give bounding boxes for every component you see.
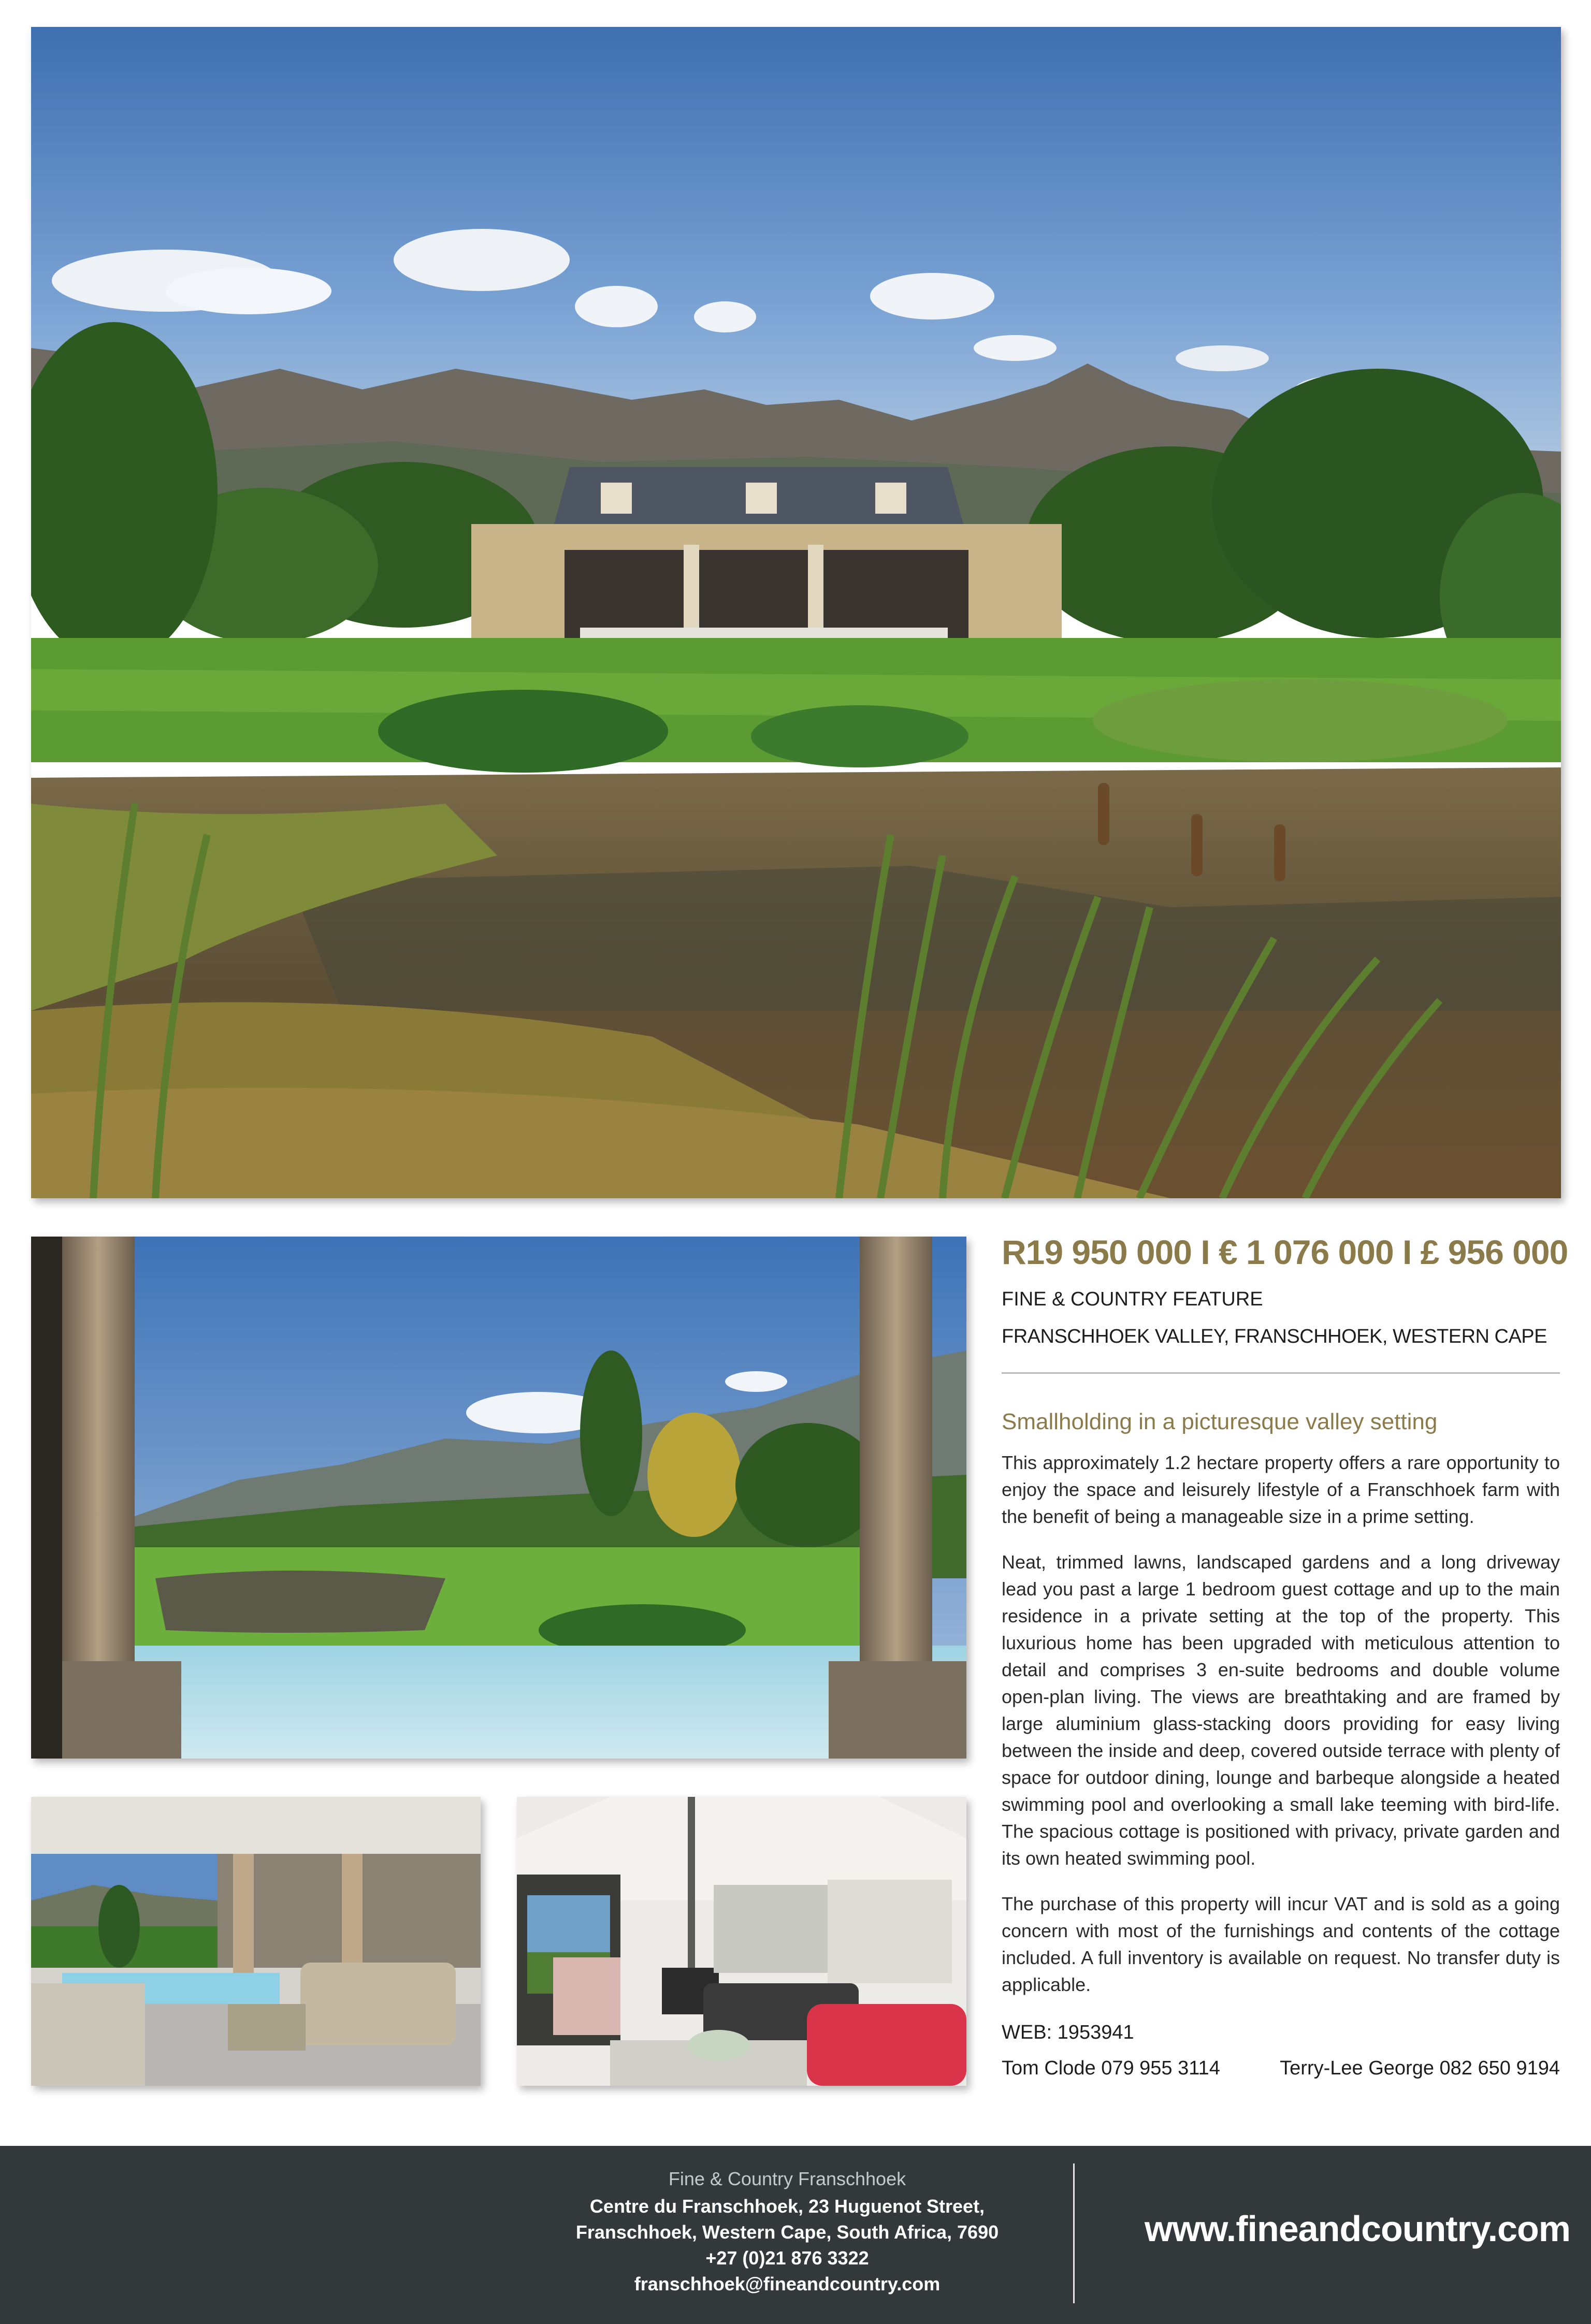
footer-divider bbox=[1073, 2163, 1075, 2303]
location-label: FRANSCHHOEK VALLEY, FRANSCHHOEK, WESTERN CAPE bbox=[1002, 1326, 1547, 1347]
address-line-1: Centre du Franschhoek, 23 Huguenot Street, bbox=[589, 2196, 985, 2217]
footer-bar bbox=[0, 2146, 1591, 2324]
description-paragraph-2: Neat, trimmed lawns, landscaped gardens and a long driveway lead you past a large 1 bedroom guest cottage and up to the main residence in a private setting at the top of the property. This luxurious home has been upgraded with meticulous attention to detail and comprises 3 en-suite bedrooms and double volume open-plan living. The views are breathtaking and are framed by large aluminium glass-stacking doors providing for easy living between the inside and deep, covered outside terrace with plenty of space for outdoor dining, lounge and barbeque alongside a heated swimming pool and overlooking a small lake teeming with bird-life. The spacious cottage is positioned with privacy, private garden and its own heated swimming pool. bbox=[1002, 1551, 1560, 1869]
agent-contact-2: Terry-Lee George 082 650 9194 bbox=[1280, 2057, 1560, 2079]
photo-terrace-pool-view bbox=[31, 1237, 966, 1759]
price-heading: R19 950 000 I € 1 076 000 I £ 956 000 bbox=[1002, 1233, 1568, 1271]
office-phone: +27 (0)21 876 3322 bbox=[705, 2247, 869, 2269]
agent-contact-1: Tom Clode 079 955 3114 bbox=[1002, 2057, 1220, 2079]
feature-label: FINE & COUNTRY FEATURE bbox=[1002, 1288, 1263, 1310]
website-link[interactable]: www.fineandcountry.com bbox=[1145, 2209, 1570, 2249]
description-paragraph-3: The purchase of this property will incur VAT and is sold as a going concern with most of the furnishings and contents of the cottage included. A full inventory is available on request. No transfer duty is applicable. bbox=[1002, 1893, 1560, 1995]
section-divider bbox=[1002, 1372, 1560, 1374]
address-line-2: Franschhoek, Western Cape, South Africa, 7690 bbox=[575, 2221, 999, 2243]
listing-subtitle: Smallholding in a picturesque valley setting bbox=[1002, 1409, 1438, 1434]
photo-covered-patio bbox=[31, 1797, 481, 2086]
hero-photo-house-lake bbox=[31, 27, 1561, 1198]
office-address-block bbox=[518, 2165, 1057, 2297]
office-email-link[interactable]: franschhoek@fineandcountry.com bbox=[634, 2273, 941, 2294]
listing-details bbox=[1002, 1231, 1568, 2080]
agent-contacts bbox=[1002, 2057, 1560, 2080]
web-reference: WEB: 1953941 bbox=[1002, 2022, 1134, 2043]
office-name: Fine & Country Franschhoek bbox=[668, 2168, 906, 2189]
description-paragraph-1: This approximately 1.2 hectare property offers a rare opportunity to enjoy the space and leisurely lifestyle of a Franschhoek farm with the benefit of being a manageable size in a prime setting. bbox=[1002, 1452, 1560, 1527]
photo-open-plan-lounge bbox=[517, 1797, 966, 2086]
